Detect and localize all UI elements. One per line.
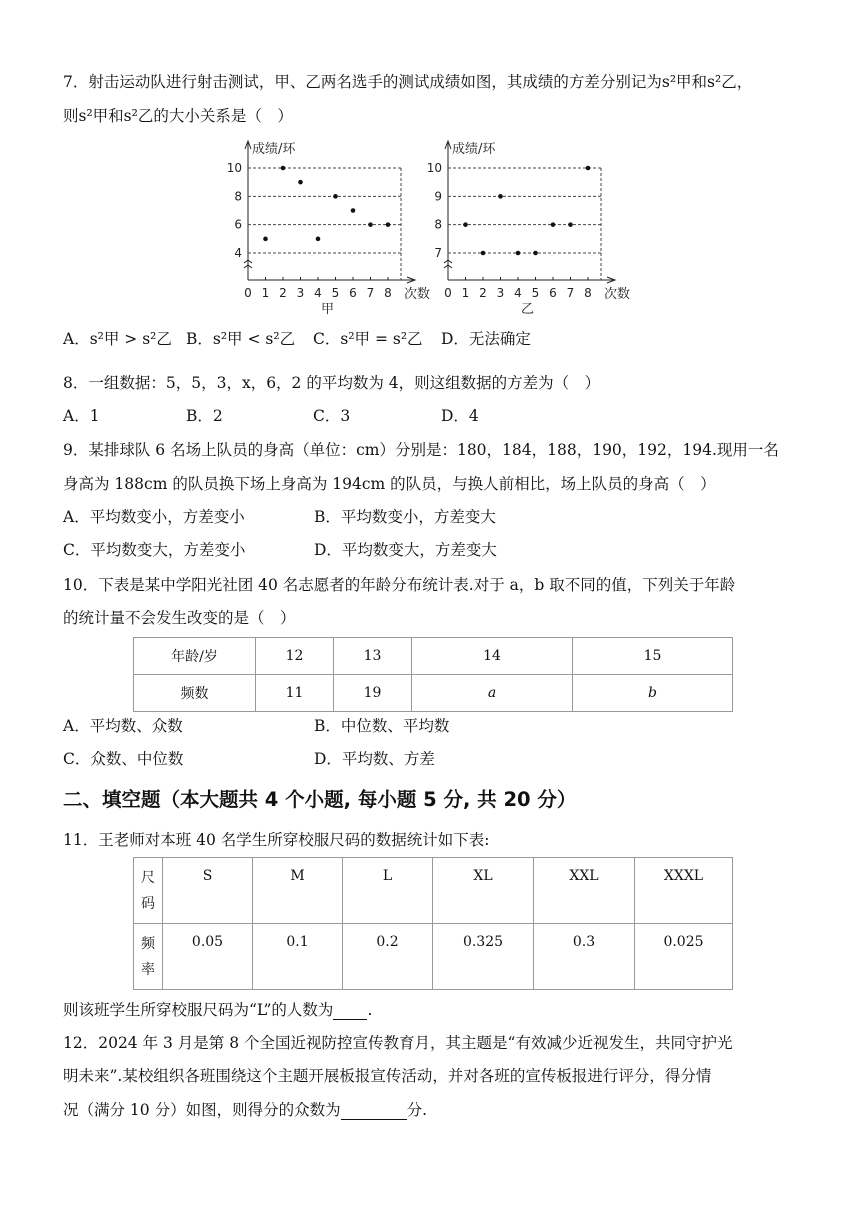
x-tick-label: 5 bbox=[331, 286, 340, 300]
q11-after bbox=[63, 998, 372, 1020]
size-table-cell: S bbox=[163, 858, 253, 924]
x-axis-label: 次数 bbox=[404, 287, 431, 302]
x-tick-label: 4 bbox=[514, 286, 522, 300]
size-table-cell: XXXL bbox=[635, 858, 733, 924]
data-point bbox=[351, 208, 356, 213]
data-point bbox=[586, 166, 591, 171]
data-point bbox=[551, 222, 556, 227]
size-table-label-char: 尺 bbox=[141, 869, 155, 886]
x-tick-label: 1 bbox=[261, 286, 270, 300]
data-point bbox=[281, 166, 286, 171]
size-table-label-char: 码 bbox=[141, 895, 155, 912]
q9-option-b[interactable]: B．平均数变小，方差变大 bbox=[314, 508, 496, 526]
x-tick-label: 6 bbox=[549, 286, 557, 300]
q8-option-b[interactable]: B．2 bbox=[186, 407, 223, 425]
q12-line3-text: 况（满分 10 分）如图，则得分的众数为 bbox=[63, 1101, 341, 1119]
y-tick-label: 8 bbox=[434, 217, 442, 232]
q8-option-a[interactable]: A．1 bbox=[63, 407, 100, 425]
data-point bbox=[463, 222, 468, 227]
data-point bbox=[568, 222, 573, 227]
x-tick-label: 3 bbox=[496, 286, 505, 300]
age-table-cell: b bbox=[573, 675, 733, 712]
size-table-cell: M bbox=[253, 858, 343, 924]
chart-jia bbox=[225, 135, 440, 315]
age-table-cell: 15 bbox=[573, 638, 733, 675]
q7-option-c[interactable]: C．s²甲 = s²乙 bbox=[313, 330, 423, 348]
chart-yi bbox=[425, 135, 640, 315]
q7-line2: 则s²甲和s²乙的大小关系是（ ） bbox=[63, 107, 293, 125]
x-tick-label: 1 bbox=[461, 286, 470, 300]
age-table-cell: 14 bbox=[412, 638, 573, 675]
y-tick-label: 4 bbox=[234, 246, 242, 260]
q12-line2: 明未来”.某校组织各班围绕这个主题开展板报宣传活动，并对各班的宣传板报进行评分，得分情 bbox=[63, 1067, 712, 1085]
y-tick-label: 8 bbox=[234, 189, 242, 204]
size-table-cell: 0.05 bbox=[163, 924, 253, 990]
q7-option-b[interactable]: B．s²甲 < s²乙 bbox=[186, 330, 296, 348]
q11-after-text: 则该班学生所穿校服尺码为“L”的人数为 bbox=[63, 1001, 334, 1019]
x-tick-label: 8 bbox=[584, 286, 592, 300]
size-table-label bbox=[134, 924, 163, 990]
x-tick-label: 3 bbox=[296, 286, 305, 300]
size-table bbox=[133, 857, 733, 990]
chart-title: 乙 bbox=[520, 302, 535, 315]
size-table-cell: L bbox=[343, 858, 433, 924]
size-table-cell: XXL bbox=[534, 858, 635, 924]
q9-line1: 9．某排球队 6 名场上队员的身高（单位：cm）分别是：180，184，188，190，192，194.现用一名 bbox=[63, 441, 779, 459]
data-point bbox=[516, 251, 521, 256]
q10-line2: 的统计量不会发生改变的是（ ） bbox=[63, 609, 296, 627]
age-table-cell: a bbox=[412, 675, 573, 712]
data-point bbox=[498, 194, 503, 199]
q12-answer-blank[interactable] bbox=[341, 1101, 407, 1120]
q7-option-a[interactable]: A．s²甲 > s²乙 bbox=[63, 330, 172, 348]
chart-title: 甲 bbox=[320, 302, 335, 315]
q8-text: 8．一组数据：5，5，3，x，6，2 的平均数为 4，则这组数据的方差为（ ） bbox=[63, 374, 601, 392]
data-point bbox=[386, 222, 391, 227]
x-axis-label: 次数 bbox=[604, 287, 631, 302]
size-table-label-char: 率 bbox=[141, 961, 155, 978]
age-table-cell: 11 bbox=[256, 675, 334, 712]
data-point bbox=[533, 251, 538, 256]
q10-line1: 10．下表是某中学阳光社团 40 名志愿者的年龄分布统计表.对于 a，b 取不同的值，下列关于年龄 bbox=[63, 576, 736, 594]
q10-option-a[interactable]: A．平均数、众数 bbox=[63, 717, 183, 735]
data-point bbox=[368, 222, 373, 227]
y-axis-label: 成绩/环 bbox=[452, 142, 496, 157]
size-table-label bbox=[134, 858, 163, 924]
y-tick-label: 6 bbox=[234, 217, 242, 232]
x-tick-label: 0 bbox=[244, 286, 252, 300]
x-tick-label: 7 bbox=[366, 286, 375, 300]
size-table-cell: 0.325 bbox=[433, 924, 534, 990]
q8-option-c[interactable]: C．3 bbox=[313, 407, 351, 425]
q12-line1: 12．2024 年 3 月是第 8 个全国近视防控宣传教育月，其主题是“有效减少近视发生，共同守护光 bbox=[63, 1034, 733, 1052]
age-table-freq-label: 频数 bbox=[134, 675, 256, 712]
q11-after-end: . bbox=[367, 1001, 373, 1019]
data-point bbox=[263, 237, 268, 242]
data-point bbox=[316, 237, 321, 242]
data-point bbox=[481, 251, 486, 256]
q11-answer-blank[interactable] bbox=[333, 1001, 367, 1020]
data-point bbox=[298, 180, 303, 185]
q7-option-d[interactable]: D．无法确定 bbox=[441, 330, 531, 348]
size-table-cell: 0.2 bbox=[343, 924, 433, 990]
x-tick-label: 7 bbox=[566, 286, 575, 300]
y-tick-label: 10 bbox=[426, 161, 442, 175]
y-tick-label: 10 bbox=[226, 161, 242, 175]
age-table-header-label: 年龄/岁 bbox=[134, 638, 256, 675]
q10-option-d[interactable]: D．平均数、方差 bbox=[314, 750, 435, 768]
data-point bbox=[333, 194, 338, 199]
size-table-cell: 0.3 bbox=[534, 924, 635, 990]
x-tick-label: 6 bbox=[349, 286, 357, 300]
q9-option-d[interactable]: D．平均数变大，方差变大 bbox=[314, 541, 497, 559]
q8-option-d[interactable]: D．4 bbox=[441, 407, 479, 425]
q11-line1: 11．王老师对本班 40 名学生所穿校服尺码的数据统计如下表: bbox=[63, 831, 490, 849]
x-tick-label: 2 bbox=[479, 286, 487, 300]
x-tick-label: 0 bbox=[444, 286, 452, 300]
q10-option-c[interactable]: C．众数、中位数 bbox=[63, 750, 184, 768]
q12-line3 bbox=[63, 1098, 427, 1120]
x-tick-label: 8 bbox=[384, 286, 392, 300]
age-table-cell: 13 bbox=[334, 638, 412, 675]
q9-option-a[interactable]: A．平均数变小，方差变小 bbox=[63, 508, 245, 526]
q9-line2: 身高为 188cm 的队员换下场上身高为 194cm 的队员，与换人前相比，场上队员的身高（ ） bbox=[63, 475, 716, 493]
q9-option-c[interactable]: C．平均数变大，方差变小 bbox=[63, 541, 246, 559]
x-tick-label: 4 bbox=[314, 286, 322, 300]
age-table-cell: 19 bbox=[334, 675, 412, 712]
size-table-cell: 0.1 bbox=[253, 924, 343, 990]
size-table-cell: XL bbox=[433, 858, 534, 924]
q10-option-b[interactable]: B．中位数、平均数 bbox=[314, 717, 450, 735]
section-heading: 二、填空题（本大题共 4 个小题, 每小题 5 分, 共 20 分） bbox=[63, 788, 577, 811]
q12-line3-end: 分. bbox=[406, 1101, 428, 1119]
x-tick-label: 5 bbox=[531, 286, 540, 300]
x-tick-label: 2 bbox=[279, 286, 287, 300]
age-table-cell: 12 bbox=[256, 638, 334, 675]
age-table bbox=[133, 637, 733, 712]
y-axis-label: 成绩/环 bbox=[252, 142, 296, 157]
y-tick-label: 7 bbox=[434, 246, 442, 260]
y-tick-label: 9 bbox=[434, 189, 442, 204]
size-table-cell: 0.025 bbox=[635, 924, 733, 990]
size-table-label-char: 频 bbox=[141, 935, 155, 952]
q7-line1: 7．射击运动队进行射击测试，甲、乙两名选手的测试成绩如图，其成绩的方差分别记为s²甲和s²乙， bbox=[63, 73, 753, 91]
